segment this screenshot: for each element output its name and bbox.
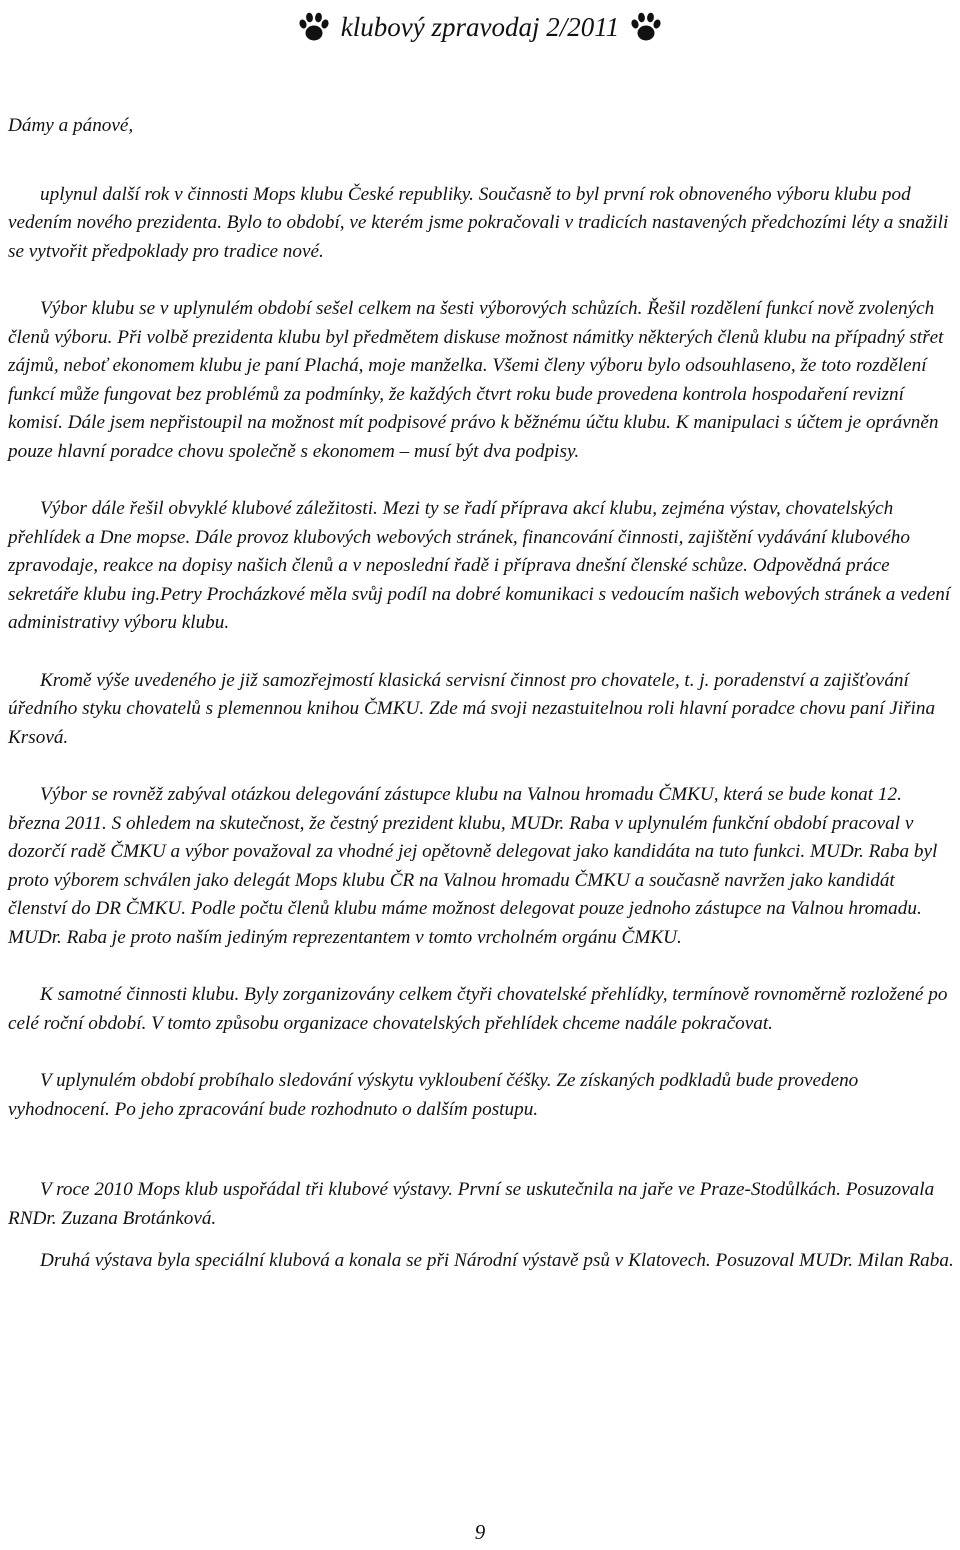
page-header: [0, 4, 960, 50]
paragraph-3: Výbor dále řešil obvyklé klubové záležitosti. Mezi ty se řadí příprava akcí klubu, zejména výstav, chovatelských přehlídek a Dne mopse. Dále provoz klubových webových stránek, financování činnosti, zajištění vydávání klubového zpravodaje, reakce na dopisy našich členů a v neposlední řadě i příprava dnešní členské schůze. Odpovědná práce sekretáře klubu ing.Petry Procházkové měla svůj podíl na dobré komunikaci s vedoucím našich webových stránek a vedení administrativy výboru klubu.: [8, 498, 951, 633]
paragraph-6: K samotné činnosti klubu. Byly zorganizovány celkem čtyři chovatelské přehlídky, termínově rovnoměrně rozložené po celé roční období. V tomto způsobu organizace chovatelských přehlídek chceme nadále pokračovat.: [8, 984, 948, 1034]
greeting: Dámy a pánové,: [8, 115, 134, 136]
paw-print-icon: [629, 10, 663, 44]
paragraph-7: V uplynulém období probíhalo sledování výskytu vykloubení čéšky. Ze získaných podkladů bude provedeno vyhodnocení. Po jeho zpracování bude rozhodnuto o dalším postupu.: [8, 1070, 859, 1120]
paragraph-9: Druhá výstava byla speciální klubová a konala se při Národní výstavě psů v Klatovech. Posuzoval MUDr. Milan Raba.: [40, 1250, 954, 1271]
paragraph-4: Kromě výše uvedeného je již samozřejmostí klasická servisní činnost pro chovatele, t. j. poradenství a zajišťování úředního styku chovatelů s plemennou knihou ČMKU. Zde má svoji nezastuitelnou roli hlavní poradce chovu paní Jiřina Krsová.: [8, 669, 936, 748]
paragraph-8: V roce 2010 Mops klub uspořádal tři klubové výstavy. První se uskutečnila na jaře ve Praze-Stodůlkách. Posuzovala RNDr. Zuzana Brotánková.: [8, 1179, 935, 1229]
page-number: 9: [474, 1520, 486, 1544]
paragraph-1: uplynul další rok v činnosti Mops klubu České republiky. Současně to byl první rok obnoveného výboru klubu pod vedením nového prezidenta. Bylo to období, ve kterém jsme pokračovali v tradicích nastavených předchozími léty a snažili se vytvořit předpoklady pro tradice nové.: [8, 183, 949, 262]
paw-print-icon: [297, 10, 331, 44]
header-title: klubový zpravodaj 2/2011: [340, 11, 620, 42]
paragraph-5: Výbor se rovněž zabýval otázkou delegování zástupce klubu na Valnou hromadu ČMKU, která se bude konat 12. března 2011. S ohledem na skutečnost, že čestný prezident klubu, MUDr. Raba v uplynulém funkční období pracoval v dozorčí radě ČMKU a výbor považoval za vhodné jej opětovně delegovat jako kandidáta na tuto funkci. MUDr. Raba byl proto výborem schválen jako delegát Mops klubu ČR na Valnou hromadu ČMKU a současně navržen jako kandidát členství do DR ČMKU. Podle počtu členů klubu máme možnost delegovat pouze jednoho zástupce na Valnou hromadu. MUDr. Raba je proto naším jediným reprezentantem v tomto vrcholném orgánu ČMKU.: [8, 784, 938, 948]
article-body: [8, 112, 954, 1276]
paragraph-2: Výbor klubu se v uplynulém období sešel celkem na šesti výborových schůzích. Řešil rozdělení funkcí nově zvolených členů výboru. Při volbě prezidenta klubu byl předmětem diskuse možnost námitky některých členů klubu na případný střet zájmů, neboť ekonomem klubu je paní Plachá, moje manželka. Všemi členy výboru bylo odsouhlaseno, že toto rozdělení funkcí může fungovat bez problémů za podmínky, že každých čtvrt roku bude provedena kontrola hospodaření revizní komisí. Dále jsem nepřistoupil na možnost mít podpisové právo k běžnému účtu klubu. K manipulaci s účtem je oprávněn pouze hlavní poradce chovu společně s ekonomem – musí být dva podpisy.: [8, 298, 944, 462]
